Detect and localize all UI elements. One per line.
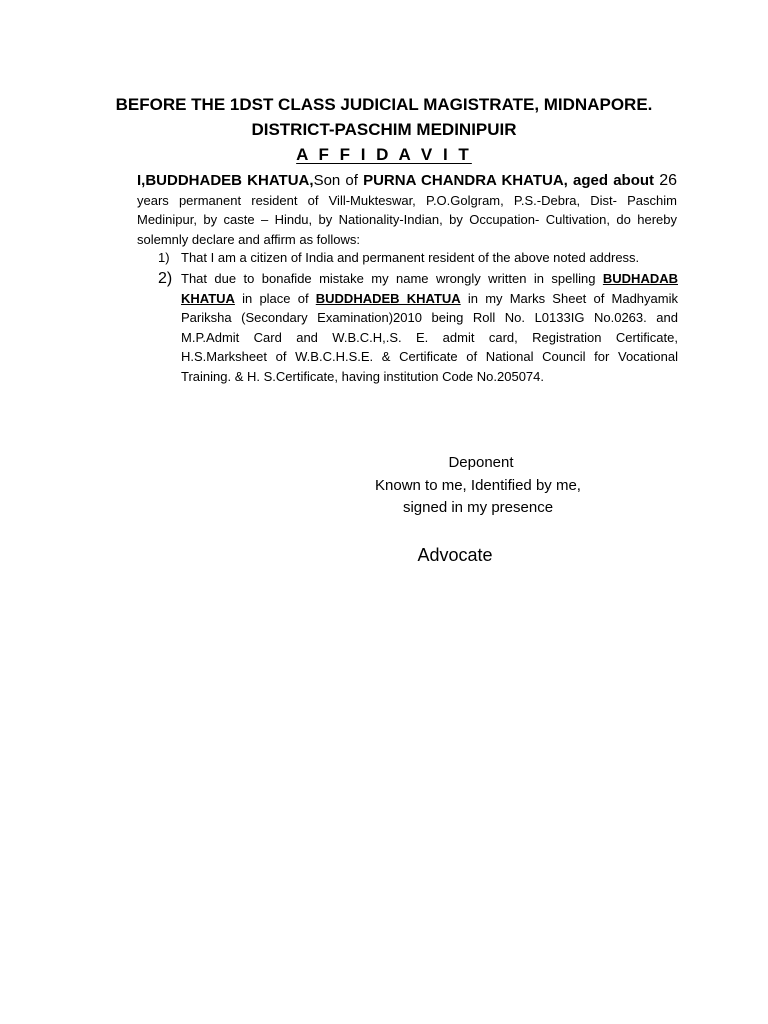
document-title: A F F I D A V I T bbox=[296, 145, 472, 164]
deponent-name: BUDDHADEB KHATUA, bbox=[145, 172, 314, 189]
item-number: 2) bbox=[158, 270, 173, 287]
wrong-name: BUDHADAB KHATUA bbox=[181, 271, 678, 306]
item-number: 1) bbox=[158, 250, 170, 265]
district-heading: DISTRICT-PASCHIM MEDINIPUIR bbox=[251, 120, 517, 139]
item-text-part: in place of bbox=[234, 290, 316, 306]
item-text-part: in my Marks Sheet of Madhyamik Pariksha (Secondary Examination)2010 being Roll No. L0133IG No.0263. and M.P.Admit Card and W.B.C.H,.S. E. admit card, Registration Certificate, H.S.Marksheet of W.B.C.H.S.E. & Certificate of National Council for Vocational Training. & H. S.Certificate, having institution Code No.205074. bbox=[181, 290, 678, 384]
father-name: PURNA CHANDRA KHATUA, bbox=[363, 172, 568, 189]
advocate-label: Advocate bbox=[417, 545, 493, 565]
son-of-label: Son of bbox=[313, 172, 364, 189]
presence-line: signed in my presence bbox=[402, 499, 554, 516]
identification-line: Known to me, Identified by me, bbox=[375, 477, 581, 494]
intro-body: years permanent resident of Vill-Mukteswar, P.O.Golgram, P.S.-Debra, Dist- Paschim Medinipur, by caste – Hindu, by Nationality-Indian, by Occupation- Cultivation, do hereby solemnly declare and affirm as follows: bbox=[137, 192, 677, 247]
item-text: That I am a citizen of India and permanent resident of the above noted address. bbox=[181, 250, 640, 265]
item-text-part: That due to bonafide mistake my name wrongly written in spelling bbox=[181, 271, 603, 286]
correct-name: BUDDHADEB KHATUA bbox=[315, 290, 461, 306]
intro-paragraph bbox=[137, 171, 677, 249]
deponent-label: Deponent bbox=[448, 454, 514, 471]
aged-label: aged about bbox=[567, 172, 660, 189]
age-value: 26 bbox=[659, 172, 677, 189]
intro-prefix: I, bbox=[137, 172, 146, 189]
item-text bbox=[181, 269, 678, 386]
court-heading: BEFORE THE 1DST CLASS JUDICIAL MAGISTRATE, MIDNAPORE. bbox=[115, 95, 653, 114]
